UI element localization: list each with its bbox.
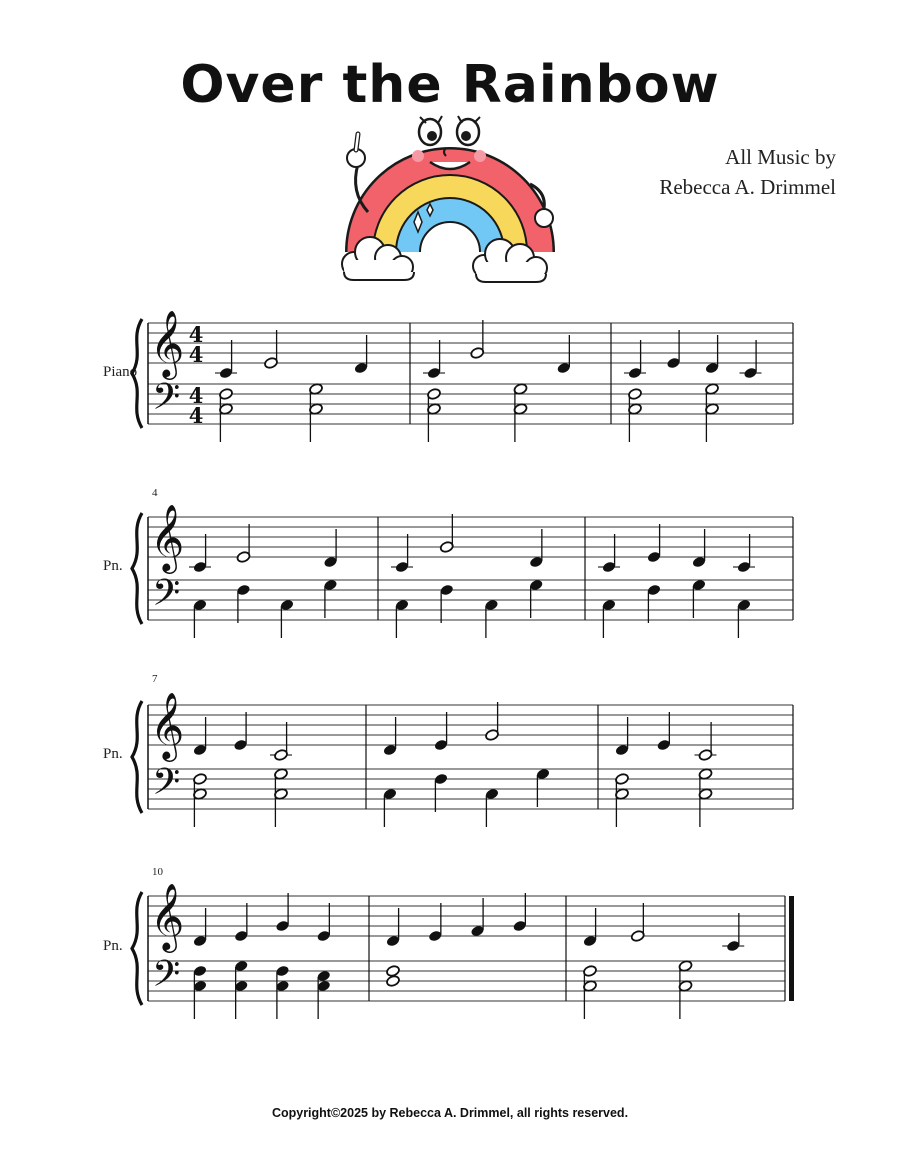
bass-clef-icon: 𝄢: [152, 953, 181, 1004]
bass-clef-icon: 𝄢: [152, 376, 181, 427]
composer-line-2: Rebecca A. Drimmel: [659, 175, 836, 199]
composer-line-1: All Music by: [725, 145, 836, 169]
system-brace: [132, 892, 142, 1005]
instrument-short-2: Pn.: [103, 558, 123, 574]
bass-clef-icon: 𝄢: [152, 572, 181, 623]
system-brace: [132, 513, 142, 624]
treble-clef-icon: 𝄞: [150, 309, 185, 377]
time-signature-bass-bottom: 4: [188, 403, 204, 428]
final-barline: [789, 896, 794, 1001]
instrument-short-3: Pn.: [103, 746, 123, 762]
time-signature-bass-top: 4: [188, 383, 204, 408]
bass-note: [386, 975, 401, 988]
measure-number-7: 7: [152, 673, 158, 685]
measure-number-4: 4: [152, 487, 158, 499]
bass-clef-icon: 𝄢: [152, 761, 181, 812]
measure-number-10: 10: [152, 866, 163, 878]
time-signature-treble-top: 4: [188, 322, 204, 347]
treble-clef-icon: 𝄞: [150, 503, 185, 571]
instrument-short-4: Pn.: [103, 938, 123, 954]
treble-clef-icon: 𝄞: [150, 691, 185, 759]
instrument-name: Piano: [103, 364, 138, 380]
system-brace: [132, 319, 142, 428]
copyright-notice: Copyright©2025 by Rebecca A. Drimmel, all rights reserved.: [271, 1106, 629, 1120]
bass-note: [386, 965, 401, 978]
song-title: Over the Rainbow: [180, 55, 720, 115]
time-signature-treble-bottom: 4: [188, 342, 204, 367]
system-brace: [132, 701, 142, 813]
treble-clef-icon: 𝄞: [150, 882, 185, 950]
